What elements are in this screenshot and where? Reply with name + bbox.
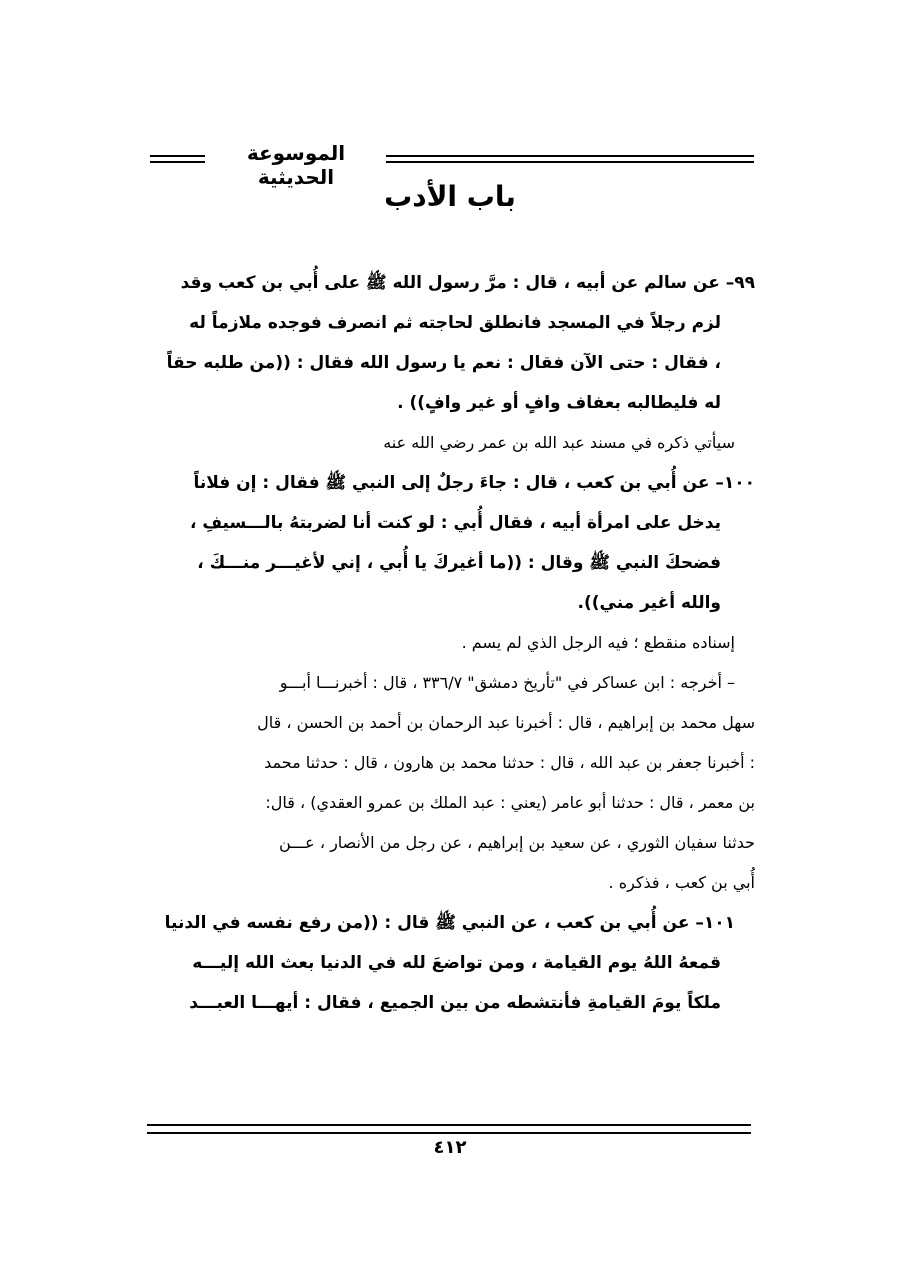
body-text bbox=[150, 263, 755, 1023]
takhrij-line-5: حدثنا سفيان الثوري ، عن سعيد بن إبراهيم ، عن رجل من الأنصار ، عـــن bbox=[278, 833, 755, 852]
hadith-101-line-2: قمعهُ اللهُ يوم القيامة ، ومن تواضعَ لله في الدنيا بعث الله إليـــه bbox=[192, 953, 721, 973]
header-rule-left bbox=[150, 155, 205, 163]
page-number: ٤١٢ bbox=[433, 1137, 467, 1158]
takhrij-line-4: بن معمر ، قال : حدثنا أبو عامر (يعني : عبد الملك بن عمرو العقدي) ، قال: bbox=[265, 793, 755, 812]
footer-rule bbox=[147, 1124, 751, 1134]
note-99: سيأتي ذكره في مسند عبد الله بن عمر رضي الله عنه bbox=[383, 433, 735, 452]
takhrij-line-6: أُبي بن كعب ، فذكره . bbox=[608, 873, 755, 892]
hadith-101-line-1: ١٠١– عن أُبي بن كعب ، عن النبي ﷺ قال : ((من رفع نفسه في الدنيا bbox=[164, 913, 735, 933]
chapter-title: باب الأدب bbox=[384, 180, 516, 213]
isnad-note: إسناده منقطع ؛ فيه الرجل الذي لم يسم . bbox=[461, 633, 735, 652]
header-rule-right bbox=[386, 155, 754, 163]
takhrij-line-3: : أخبرنا جعفر بن عبد الله ، قال : حدثنا محمد بن هارون ، قال : حدثنا محمد bbox=[264, 753, 755, 772]
running-title: الموسوعة الحديثية bbox=[246, 141, 346, 189]
takhrij-line-2: سهل محمد بن إبراهيم ، قال : أخبرنا عبد الرحمان بن أحمد بن الحسن ، قال bbox=[257, 713, 755, 732]
hadith-99-line-1: ٩٩– عن سالم عن أبيه ، قال : مرَّ رسول الله ﷺ على أُبي بن كعب وقد bbox=[180, 273, 755, 293]
hadith-99-line-2: لزم رجلاً في المسجد فانطلق لحاجته ثم انصرف فوجده ملازماً له bbox=[189, 313, 721, 333]
hadith-100-line-2: يدخل على امرأة أبيه ، فقال أُبي : لو كنت أنا لضربتهُ بالـــسيفِ ، bbox=[189, 513, 721, 533]
hadith-101-line-3: ملكاً يومَ القيامةِ فأنتشطه من بين الجميع ، فقال : أيهـــا العبـــد bbox=[189, 993, 721, 1013]
hadith-100-line-3: فضحكَ النبي ﷺ وقال : ((ما أغيركَ يا أُبي ، إني لأغيـــر منـــكَ ، bbox=[197, 553, 721, 573]
hadith-100-line-4: والله أغير مني)). bbox=[577, 593, 721, 613]
hadith-99-line-3: ، فقال : حتى الآن فقال : نعم يا رسول الله فقال : ((من طلبه حقاً bbox=[166, 353, 721, 373]
hadith-100-line-1: ١٠٠– عن أُبي بن كعب ، قال : جاءَ رجلٌ إلى النبي ﷺ فقال : إن فلاناً bbox=[193, 473, 755, 493]
takhrij-line-1: – أخرجه : ابن عساكر في "تأريخ دمشق" ٣٣٦/٧ ، قال : أخبرنـــا أبـــو bbox=[279, 673, 735, 692]
hadith-99-line-4: له فليطالبه بعفاف وافٍ أو غير وافٍ)) . bbox=[397, 393, 721, 413]
